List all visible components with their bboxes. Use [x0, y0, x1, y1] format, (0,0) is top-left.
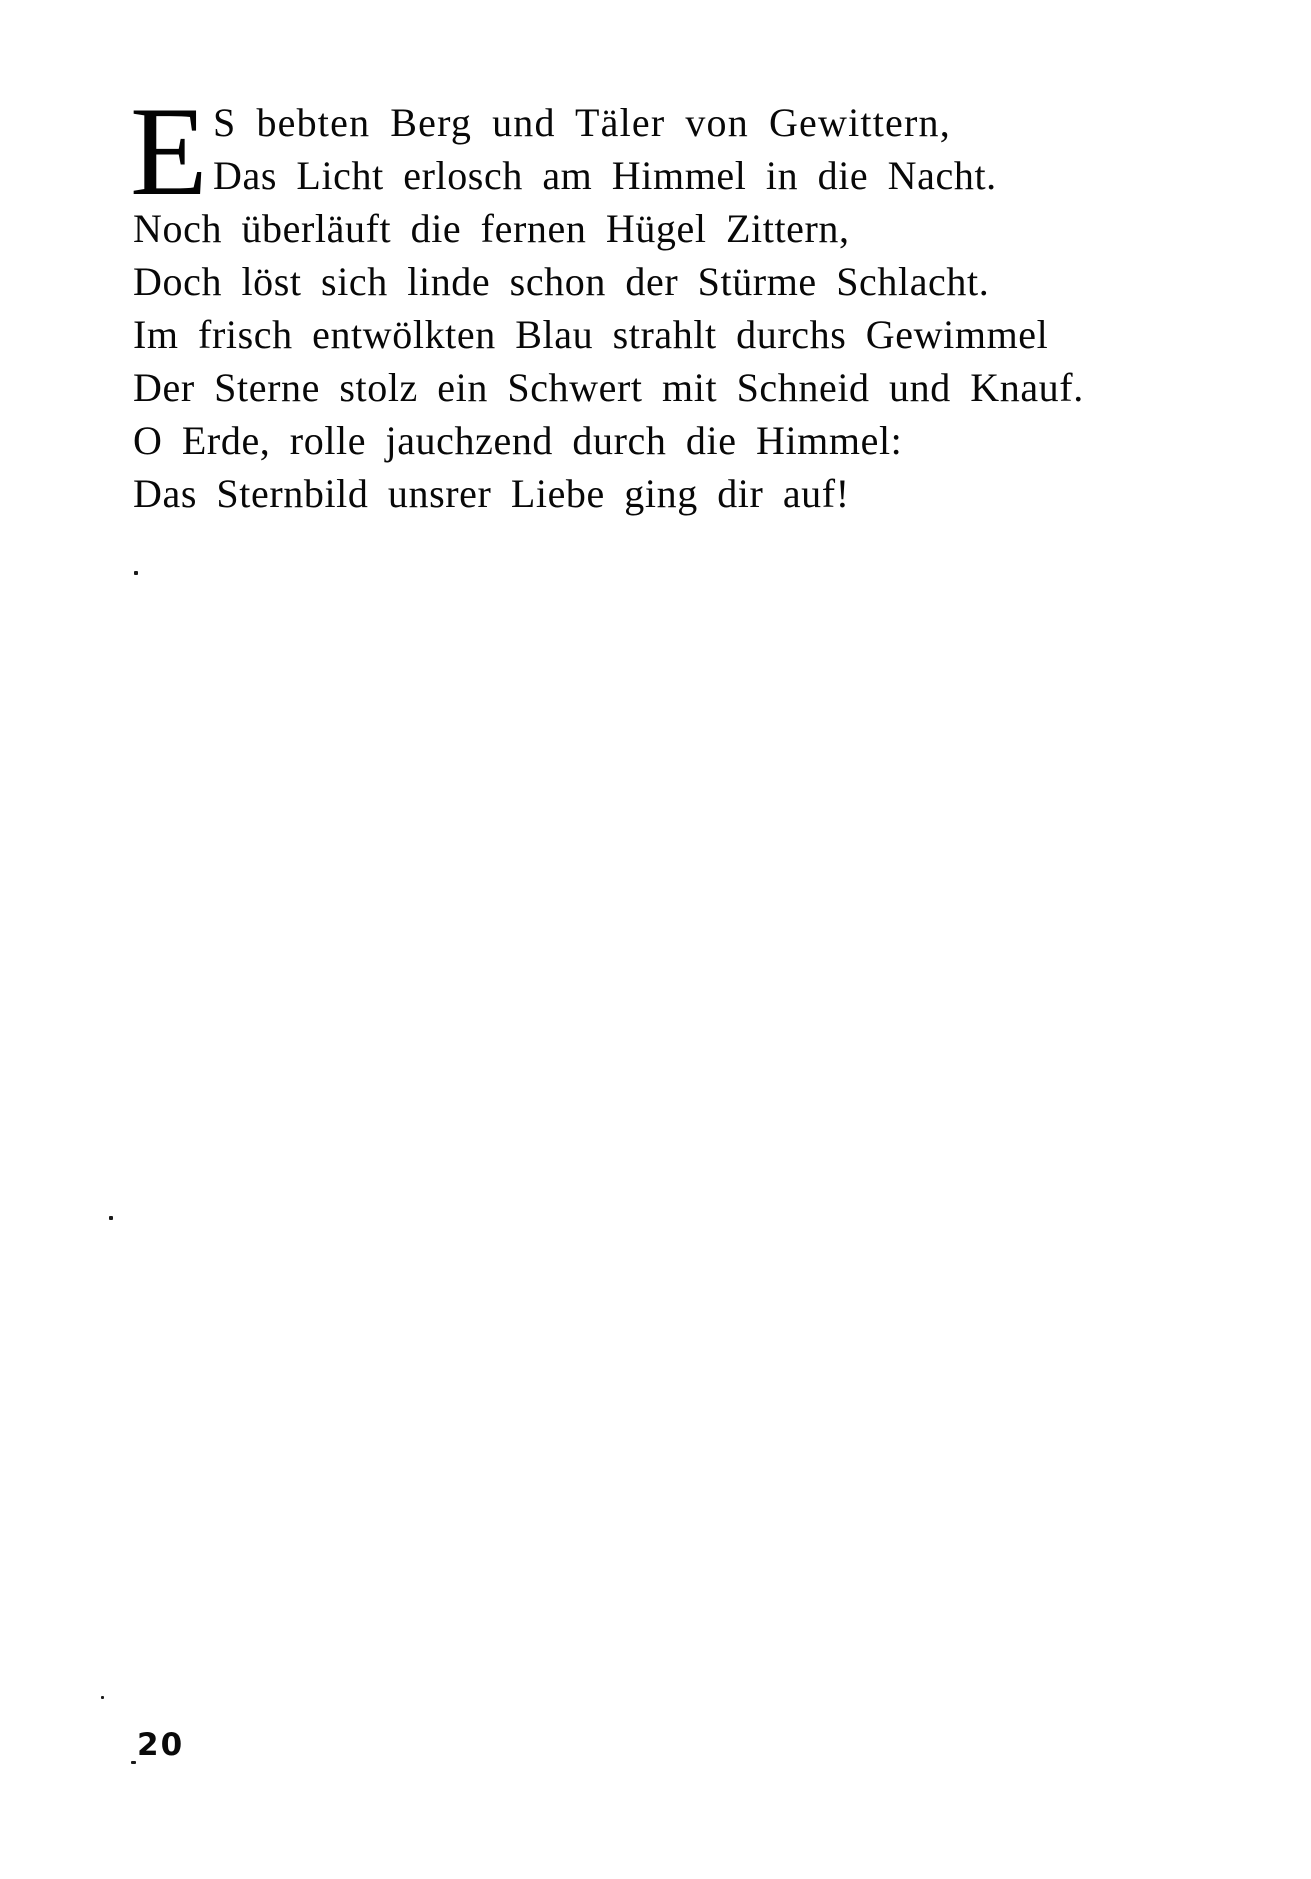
poem-line: Das Licht erlosch am Himmel in die Nacht. — [213, 153, 997, 198]
page-number: 20 — [137, 1727, 185, 1763]
poem-line: Im frisch entwölkten Blau strahlt durchs Gewimmel — [133, 312, 1049, 357]
poem-line: O Erde, rolle jauchzend durch die Himmel: — [133, 418, 903, 463]
drop-cap-letter: E — [130, 82, 208, 222]
scan-speck — [134, 571, 138, 575]
scan-speck — [101, 1696, 104, 1699]
poem-stanza — [133, 96, 1193, 520]
scan-speck — [109, 1216, 113, 1220]
poem-line: Der Sterne stolz ein Schwert mit Schneid und Knauf. — [133, 365, 1084, 410]
scan-speck — [131, 1761, 136, 1764]
poem-line: S bebten Berg und Täler von Gewittern, — [213, 100, 951, 145]
poem-line: Das Sternbild unsrer Liebe ging dir auf! — [133, 471, 850, 516]
poem-line: Doch löst sich linde schon der Stürme Schlacht. — [133, 259, 990, 304]
poem-line: Noch überläuft die fernen Hügel Zittern, — [133, 206, 850, 251]
